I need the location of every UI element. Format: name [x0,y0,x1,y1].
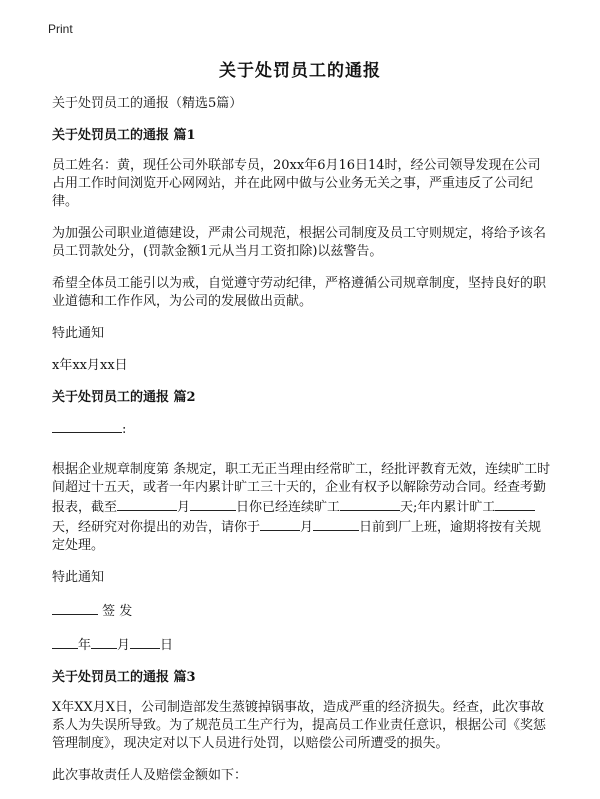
blank [313,517,359,531]
month-blank [91,635,117,649]
s2-text-b: 月 [177,500,191,515]
blank [190,497,236,511]
day-label: 日 [160,638,174,653]
year-blank [52,635,78,649]
section-1-paragraph-3: 希望全体员工能引以为戒，自觉遵守劳动纪律，严格遵循公司规章制度，坚持良好的职业道德和工作作风，为公司的发展做出贡献。 [52,276,547,309]
document-body [52,95,552,799]
month-label: 月 [117,638,131,653]
s2-text-d: 天;年内累计旷工 [400,500,496,515]
section-1-paragraph-2: 为加强公司职业道德建设，严肃公司规范，根据公司制度及员工守则规定，将给予该名员工罚款处分，(罚款金额1元从当月工资扣除)以兹警告。 [52,226,547,259]
s2-text-e: 天，经研究对你提出的劝告，请你于 [52,520,261,535]
section-1-paragraph-1: 员工姓名：黄，现任公司外联部专员，20xx年6月16日14时，经公司领导发现在公司占用工作时间浏览开心网网站，并在此网中做与公业务无关之事，严重违反了公司纪律。 [52,158,541,209]
section-3-heading: 关于处罚员工的通报 篇3 [52,670,196,685]
blank [117,497,177,511]
section-1-heading: 关于处罚员工的通报 篇1 [52,128,196,143]
section-3-paragraph-2: 此次事故责任人及赔偿金额如下： [52,768,248,783]
print-link[interactable]: Print [48,22,73,36]
signer-blank [52,601,98,615]
s2-text-f: 月 [300,520,314,535]
year-label: 年 [78,638,92,653]
blank [495,497,535,511]
s2-text-a: 根据企业规章制度第 条规定，职工无正当理由经常旷工，经批评教育无效，连续旷工时间超过十五天，或者一年内累计旷工三十天的，企业有权予以解除劳动合同。经查考勤报表，截至 [52,462,551,515]
section-2-notice: 特此通知 [52,570,105,585]
sign-label: 签 发 [102,604,133,619]
document-title: 关于处罚员工的通报 [219,61,381,81]
blank [340,497,400,511]
section-1-date: x年xx月xx日 [52,358,128,373]
document-subtitle: 关于处罚员工的通报（精选5篇） [52,96,243,111]
s2-text-c: 日你已经连续旷工 [236,500,341,515]
section-1-notice: 特此通知 [52,326,105,341]
section-3-paragraph-1: X年XX月X日，公司制造部发生蒸镀掉锅事故，造成严重的经济损失。经查，此次事故系人为失误所导致。为了规范员工生产行为，提高员工作业责任意识，根据公司《奖惩管理制度》，现决定对以下人员进行处罚，以赔偿公司所遭受的损失。 [52,700,547,751]
sign-line [52,601,552,621]
section-2-paragraph [52,461,552,555]
recipient-line [52,419,552,439]
day-blank [130,635,160,649]
recipient-colon: : [122,422,127,437]
section-2-date [52,635,552,655]
s2-text-g: 日前到厂上班，逾期将按有关规定处理。 [52,520,542,553]
recipient-blank [52,419,122,433]
section-2-heading: 关于处罚员工的通报 篇2 [52,390,196,405]
blank [260,517,300,531]
